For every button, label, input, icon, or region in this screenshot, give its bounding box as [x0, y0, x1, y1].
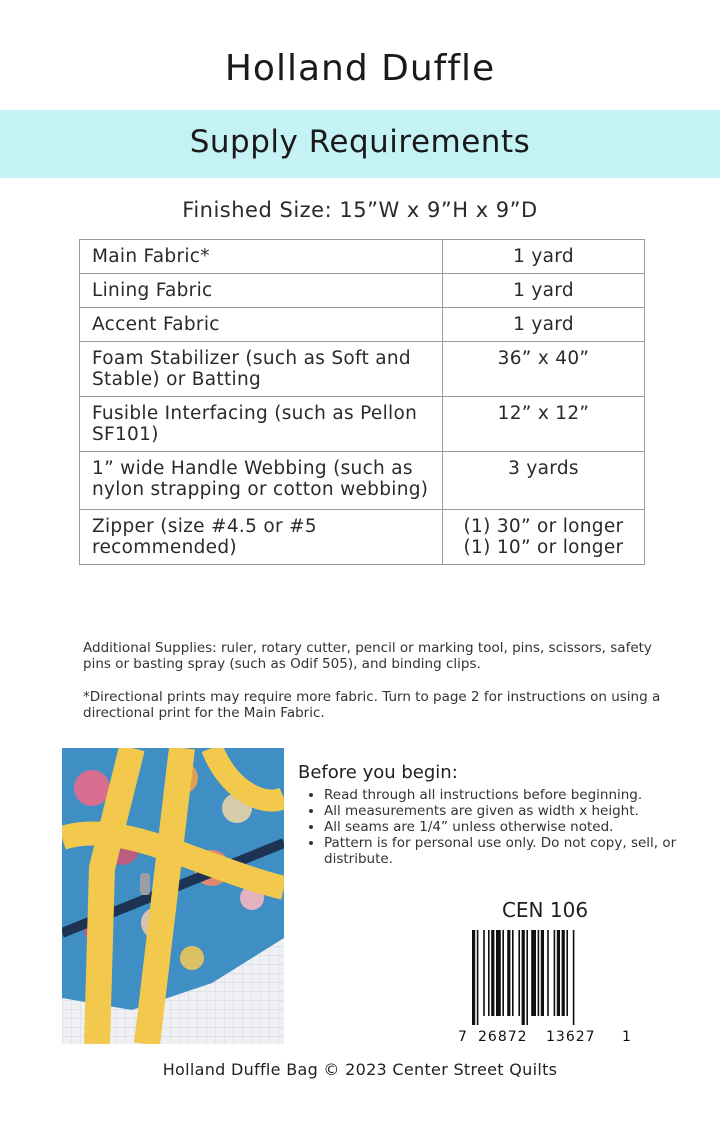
table-row: [80, 274, 645, 308]
before-you-begin: [298, 762, 698, 867]
qty-cell: [443, 510, 645, 565]
qty-line: (1) 10” or longer: [463, 537, 624, 558]
table-row: [80, 452, 645, 510]
list-item: • Pattern is for personal use only. Do not copy, sell, or distribute.: [324, 835, 698, 867]
qty-cell: 1 yard: [443, 240, 645, 274]
additional-supplies: Additional Supplies: ruler, rotary cutter, pencil or marking tool, pins, scissors, safety pins or basting spray (such as Odif 505), and binding clips.: [83, 640, 652, 672]
product-code: CEN 106: [501, 898, 589, 922]
table-row: [80, 397, 645, 452]
qty-cell: 1 yard: [443, 308, 645, 342]
item-cell: Fusible Interfacing (such as Pellon SF101): [80, 397, 443, 452]
table-row: [80, 240, 645, 274]
item-cell: Lining Fabric: [80, 274, 443, 308]
qty-cell: 1 yard: [443, 274, 645, 308]
before-list: [298, 787, 698, 867]
qty-cell: 12” x 12”: [443, 397, 645, 452]
qty-cell: 3 yards: [443, 452, 645, 510]
qty-line: (1) 30” or longer: [463, 516, 624, 537]
table-row: [80, 342, 645, 397]
item-cell: 1” wide Handle Webbing (such as nylon strapping or cotton webbing): [80, 452, 443, 510]
supply-table: [79, 239, 645, 565]
finished-size: Finished Size: 15”W x 9”H x 9”D: [182, 198, 538, 222]
table-row: [80, 510, 645, 565]
item-cell: Accent Fabric: [80, 308, 443, 342]
item-cell: Main Fabric*: [80, 240, 443, 274]
barcode-digits-right: 13627: [546, 1029, 596, 1045]
item-cell: Foam Stabilizer (such as Soft and Stable) or Batting: [80, 342, 443, 397]
list-item: • Read through all instructions before beginning.: [324, 787, 698, 803]
banner-heading: Supply Requirements: [189, 124, 531, 160]
before-heading: Before you begin:: [298, 762, 458, 783]
barcode-digits-left: 26872: [478, 1029, 528, 1045]
list-item: • All seams are 1/4” unless otherwise noted.: [324, 819, 698, 835]
table-row: [80, 308, 645, 342]
directional-note: *Directional prints may require more fabric. Turn to page 2 for instructions on using a directional print for the Main Fabric.: [83, 689, 661, 721]
barcode: [470, 930, 620, 1025]
qty-cell: 36” x 40”: [443, 342, 645, 397]
footer-copyright: Holland Duffle Bag © 2023 Center Street Quilts: [162, 1060, 558, 1079]
page-title: Holland Duffle: [224, 48, 496, 89]
item-cell: Zipper (size #4.5 or #5 recommended): [80, 510, 443, 565]
duffle-bag-photo: [62, 748, 284, 1044]
barcode-digit-first: 7: [458, 1029, 467, 1045]
barcode-digit-last: 1: [622, 1029, 631, 1045]
list-item: • All measurements are given as width x height.: [324, 803, 698, 819]
